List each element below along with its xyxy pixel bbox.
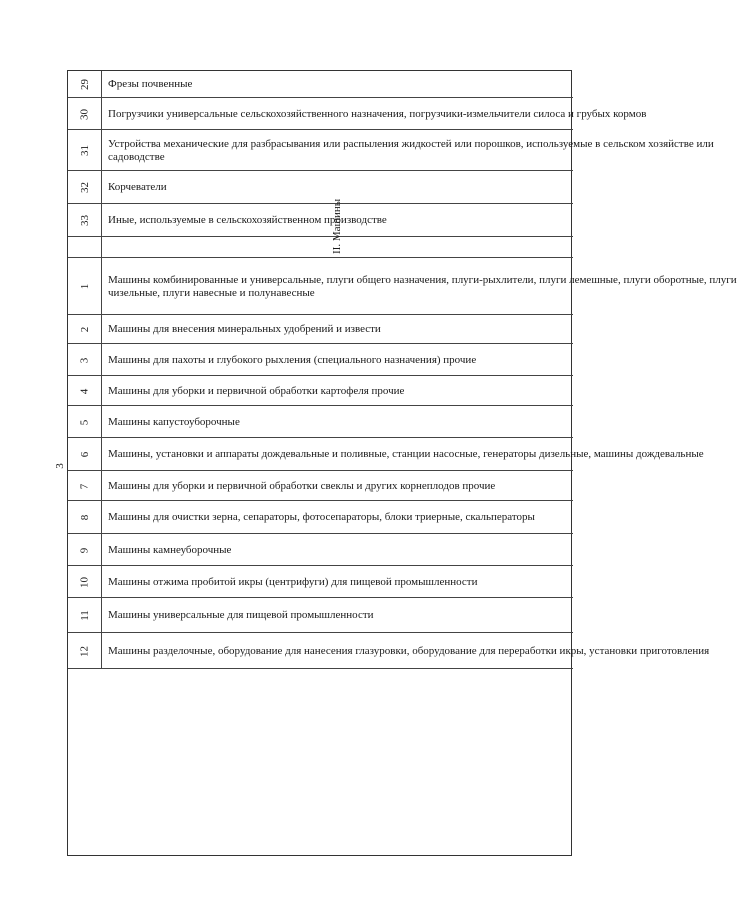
page-number: 3 (54, 463, 66, 469)
row-text-line: чизельные, плуги навесные и полунавесные (108, 286, 315, 299)
row-text-block (108, 511, 567, 524)
row-number-cell (68, 633, 102, 668)
row-text-block (108, 576, 567, 589)
table-row (68, 315, 573, 344)
row-text-cell (102, 471, 573, 500)
row-text-block (108, 107, 647, 121)
row-text-cell (102, 344, 573, 375)
row-number-text: II. Машины (331, 198, 343, 254)
row-text-line: Машины капустоуборочные (108, 415, 240, 428)
row-number-text: 4 (78, 388, 91, 394)
row-number-text: 9 (78, 547, 91, 553)
row-number-cell (68, 438, 102, 470)
row-text-line: Машины для внесения минеральных удобрений и извести (108, 323, 381, 335)
row-number-text: 6 (78, 451, 91, 458)
row-text-wrapper (102, 534, 573, 566)
row-text-wrapper (102, 376, 573, 406)
table-row (68, 98, 647, 130)
row-number-cell (68, 471, 102, 500)
row-text-block (108, 644, 710, 658)
row-number-cell (68, 344, 102, 375)
row-text-line: Корчеватели (108, 181, 167, 193)
row-text-block (108, 323, 567, 336)
row-number-text: 5 (78, 419, 91, 425)
row-text-line: Машины, установки и аппараты дождевальные и поливные, станции насосные, генераторы дизельные, машины дождевальные (108, 448, 704, 460)
row-text-line: садоводстве (108, 150, 165, 163)
row-text-wrapper (102, 438, 704, 471)
row-text-block (108, 354, 567, 367)
row-number-cell (68, 237, 102, 257)
row-text-cell (102, 376, 573, 405)
row-number-text: 8 (78, 514, 91, 521)
row-text-block (108, 137, 714, 164)
row-text-wrapper (102, 501, 573, 534)
table-row (68, 438, 704, 471)
table-row (68, 171, 573, 204)
table-row (68, 130, 714, 171)
table-row (68, 471, 573, 501)
row-number-text: 33 (78, 215, 91, 226)
row-text-block (108, 78, 567, 91)
row-text-block (108, 385, 567, 398)
row-text-wrapper (102, 566, 573, 598)
row-text-line: Машины разделочные, оборудование для нанесения глазуровки, оборудование для переработки икры, установки приготовления (108, 644, 710, 657)
row-text-block (108, 416, 567, 429)
row-number-text: 11 (78, 610, 91, 621)
row-text-line: Машины для очистки зерна, сепараторы, фотосепараторы, блоки триерные, скальператоры (108, 511, 535, 523)
row-text-cell (102, 130, 714, 170)
row-text-line: Устройства механические для разбрасывания или распыления жидкостей или порошков, используемые в сельском хозяйстве или (108, 137, 714, 150)
row-text-line: Машины комбинированные и универсальные, плуги общего назначения, плуги-рыхлители, плуги лемешные, плуги оборотные, плуги (108, 273, 737, 286)
table-row (68, 534, 573, 566)
row-text-wrapper (102, 344, 573, 376)
row-number-text: 32 (78, 182, 91, 193)
row-text-cell (102, 598, 573, 632)
row-number-cell (68, 566, 102, 597)
row-text-line: Машины отжима пробитой икры (центрифуги) для пищевой промышленности (108, 575, 478, 588)
row-text-block (108, 448, 704, 461)
row-number-cell (68, 71, 102, 97)
row-text-cell (102, 438, 704, 470)
row-text-block (108, 544, 567, 557)
row-text-line: Иные, используемые в сельскохозяйственном производстве (108, 214, 387, 226)
row-number-text: 2 (78, 326, 91, 333)
row-text-wrapper (102, 98, 647, 130)
row-text-wrapper (102, 633, 710, 669)
document-table (67, 70, 737, 856)
row-text-wrapper (102, 471, 573, 501)
row-text-line: Машины камнеуборочные (108, 543, 232, 556)
row-number-text: 12 (78, 645, 91, 657)
table-row (68, 633, 710, 669)
row-text-block (108, 273, 737, 300)
row-text-line: Погрузчики универсальные сельскохозяйственного назначения, погрузчики-измельчители силоса и грубых кормов (108, 107, 647, 120)
row-text-wrapper (102, 598, 573, 633)
row-text-cell (102, 98, 647, 129)
row-text-line: Машины для уборки и первичной обработки картофеля прочие (108, 384, 405, 397)
row-number-cell (68, 376, 102, 405)
row-number-cell (68, 258, 102, 314)
row-text-line: Машины для уборки и первичной обработки свеклы и других корнеплодов прочие (108, 479, 496, 492)
row-text-cell (102, 501, 573, 533)
row-text-wrapper (102, 315, 573, 344)
row-number-text: 29 (78, 79, 91, 90)
row-number-cell (68, 598, 102, 632)
row-number-cell (68, 204, 102, 236)
row-number-cell (68, 406, 102, 437)
row-text-block (108, 609, 567, 622)
row-text-wrapper (102, 130, 714, 171)
row-text-cell (102, 315, 573, 343)
table-row (68, 344, 573, 376)
table-row (68, 204, 573, 237)
row-number-cell (68, 130, 102, 170)
table-row (68, 71, 573, 98)
table-row (68, 376, 573, 406)
row-number-cell (68, 315, 102, 343)
row-text-line: Фрезы почвенные (108, 78, 193, 90)
row-number-text: 10 (78, 576, 91, 588)
row-text-cell (102, 534, 573, 565)
row-number-text: 7 (78, 483, 91, 489)
row-number-cell (68, 534, 102, 565)
row-number-text: 1 (78, 283, 91, 290)
row-text-wrapper (102, 406, 573, 438)
table-row (68, 258, 737, 315)
row-number-cell (68, 501, 102, 533)
row-number-cell (68, 98, 102, 129)
table-row (68, 501, 573, 534)
row-text-cell (102, 258, 737, 314)
row-text-wrapper (102, 71, 573, 98)
row-text-cell (102, 406, 573, 437)
row-text-cell (102, 633, 710, 668)
table-row (68, 566, 573, 598)
row-text-line: Машины для пахоты и глубокого рыхления (специального назначения) прочие (108, 353, 477, 366)
row-text-cell (102, 566, 573, 597)
row-number-text: 31 (78, 145, 91, 156)
table-row (68, 406, 573, 438)
row-text-block (108, 181, 567, 194)
row-text-wrapper (102, 258, 737, 315)
row-text-block (108, 480, 567, 493)
row-number-cell (68, 171, 102, 203)
row-number-text: 30 (78, 108, 91, 120)
row-number-text: 3 (78, 357, 91, 363)
row-text-line: Машины универсальные для пищевой промышленности (108, 609, 374, 621)
table-row (68, 598, 573, 633)
row-text-cell (102, 71, 573, 97)
